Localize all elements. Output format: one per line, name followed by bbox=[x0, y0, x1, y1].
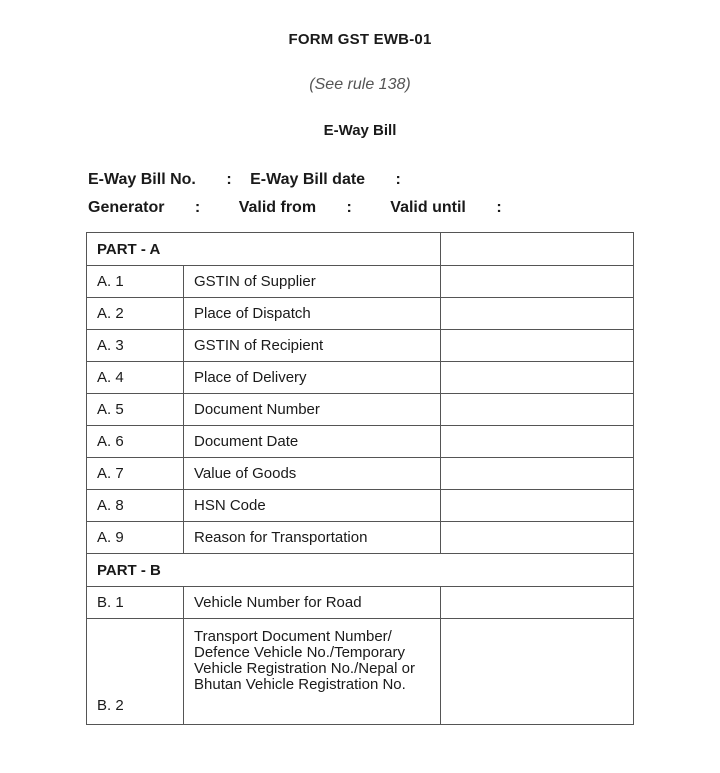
table-row bbox=[87, 266, 634, 298]
table-row bbox=[87, 394, 634, 426]
row-code: A. 3 bbox=[87, 330, 184, 362]
row-code: B. 1 bbox=[87, 587, 184, 619]
row-field: Place of Dispatch bbox=[184, 298, 441, 330]
row-value[interactable] bbox=[441, 458, 634, 490]
row-value[interactable] bbox=[441, 330, 634, 362]
row-field: Transport Document Number/ Defence Vehicle No./Temporary Vehicle Registration No./Nepal or Bhutan Vehicle Registration No. bbox=[184, 619, 441, 725]
generator-label: Generator bbox=[88, 199, 165, 216]
valid-until-label: Valid until bbox=[390, 199, 466, 216]
row-value[interactable] bbox=[441, 362, 634, 394]
form-title: FORM GST EWB-01 bbox=[288, 31, 432, 48]
row-code: A. 5 bbox=[87, 394, 184, 426]
rule-note: (See rule 138) bbox=[309, 76, 411, 93]
row-code: A. 6 bbox=[87, 426, 184, 458]
meta-row-bill bbox=[88, 171, 401, 189]
row-field: Place of Delivery bbox=[184, 362, 441, 394]
row-code: A. 8 bbox=[87, 490, 184, 522]
eway-bill-table bbox=[86, 232, 634, 725]
part-b-heading: PART - B bbox=[87, 554, 634, 587]
part-a-header-row bbox=[87, 233, 634, 266]
row-code: A. 4 bbox=[87, 362, 184, 394]
meta-row-validity bbox=[88, 199, 502, 217]
row-code: A. 2 bbox=[87, 298, 184, 330]
row-field: HSN Code bbox=[184, 490, 441, 522]
table-row bbox=[87, 587, 634, 619]
row-field: Reason for Transportation bbox=[184, 522, 441, 554]
part-a-header-value bbox=[441, 233, 634, 266]
row-value[interactable] bbox=[441, 426, 634, 458]
valid-from-separator: : bbox=[346, 199, 352, 216]
row-value[interactable] bbox=[441, 266, 634, 298]
part-a-heading: PART - A bbox=[87, 233, 441, 266]
generator-separator: : bbox=[194, 199, 201, 216]
row-value[interactable] bbox=[441, 298, 634, 330]
row-field: Vehicle Number for Road bbox=[184, 587, 441, 619]
table-row bbox=[87, 522, 634, 554]
bill-no-label: E-Way Bill No. bbox=[88, 171, 196, 188]
row-value[interactable] bbox=[441, 394, 634, 426]
row-value[interactable] bbox=[441, 490, 634, 522]
bill-no-separator: : bbox=[226, 171, 232, 188]
part-b-header-row bbox=[87, 554, 634, 587]
row-code: A. 1 bbox=[87, 266, 184, 298]
table-row bbox=[87, 330, 634, 362]
bill-date-label: E-Way Bill date bbox=[250, 171, 366, 188]
row-code: A. 9 bbox=[87, 522, 184, 554]
row-value[interactable] bbox=[441, 619, 634, 725]
row-field: GSTIN of Recipient bbox=[184, 330, 441, 362]
row-code: A. 7 bbox=[87, 458, 184, 490]
valid-from-label: Valid from bbox=[238, 199, 317, 216]
table-row bbox=[87, 362, 634, 394]
table-row bbox=[87, 426, 634, 458]
row-value[interactable] bbox=[441, 522, 634, 554]
row-field: Document Number bbox=[184, 394, 441, 426]
table-row bbox=[87, 490, 634, 522]
row-field: Value of Goods bbox=[184, 458, 441, 490]
table-row bbox=[87, 458, 634, 490]
row-field: Document Date bbox=[184, 426, 441, 458]
valid-until-separator: : bbox=[496, 199, 502, 216]
row-code: B. 2 bbox=[87, 619, 184, 725]
row-field: GSTIN of Supplier bbox=[184, 266, 441, 298]
table-row bbox=[87, 298, 634, 330]
document-name: E-Way Bill bbox=[323, 122, 397, 139]
bill-date-separator: : bbox=[395, 171, 401, 188]
table-row bbox=[87, 619, 634, 725]
row-value[interactable] bbox=[441, 587, 634, 619]
